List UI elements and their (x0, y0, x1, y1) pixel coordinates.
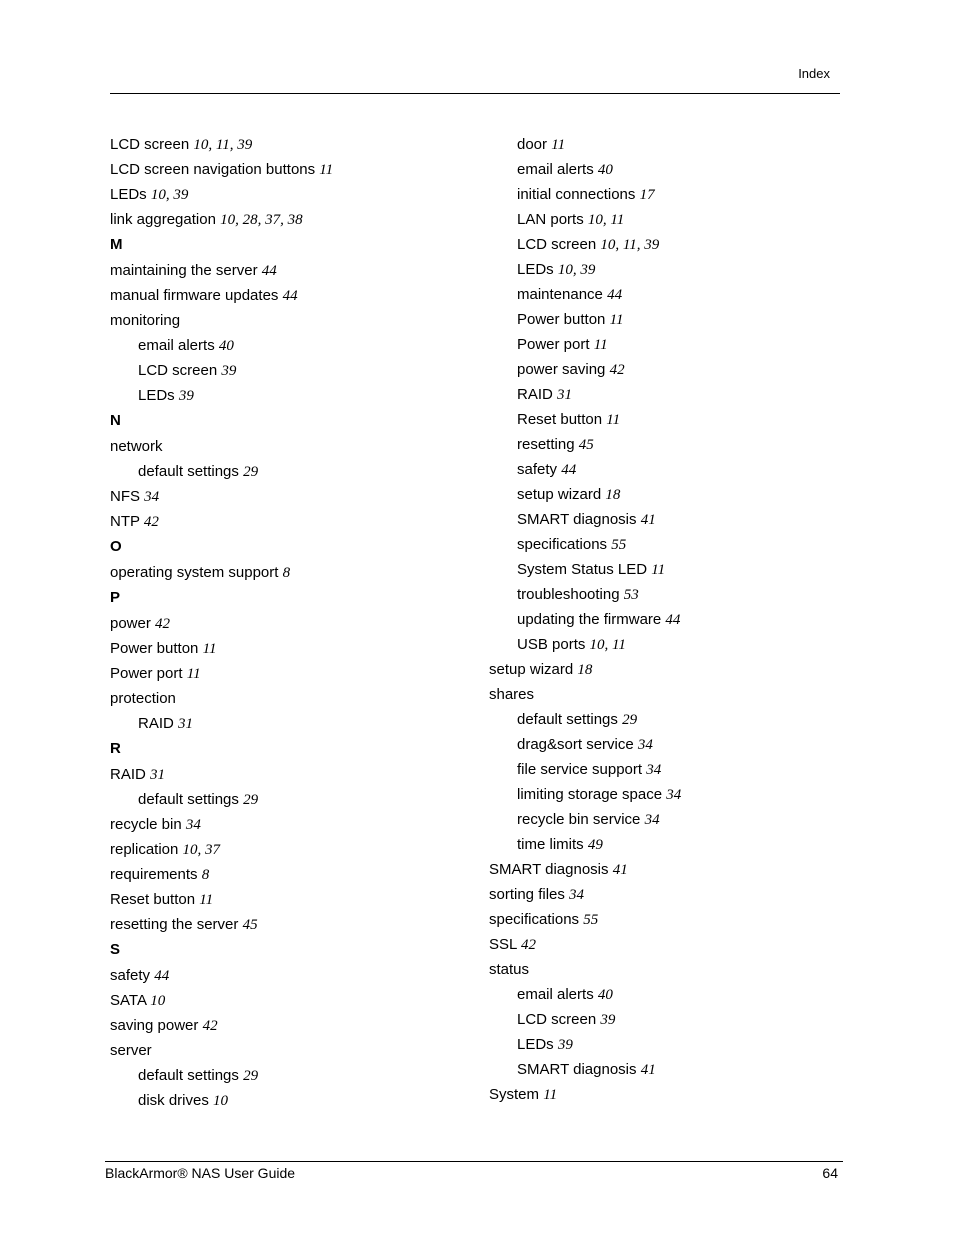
index-term: specifications (489, 911, 580, 928)
index-term: System (489, 1086, 540, 1103)
index-subentry (489, 834, 849, 859)
index-term: requirements (110, 866, 198, 883)
index-page-refs: 45 (578, 437, 594, 453)
index-page-refs: 42 (520, 937, 536, 953)
index-term: default settings (517, 711, 618, 728)
index-term: troubleshooting (517, 586, 620, 603)
index-page-refs: 41 (640, 512, 656, 528)
index-subentry (489, 284, 849, 309)
index-page-refs: 34 (569, 887, 585, 903)
index-page-refs: 44 (261, 263, 277, 279)
index-entry (489, 1084, 849, 1109)
index-subentry (489, 384, 849, 409)
index-subentry (489, 409, 849, 434)
index-term: O (110, 538, 122, 555)
index-term: replication (110, 841, 179, 858)
index-subentry (110, 335, 470, 360)
index-term: SMART diagnosis (517, 1061, 637, 1078)
index-page-refs: 40 (597, 987, 613, 1003)
index-term: monitoring (110, 312, 181, 329)
index-entry (110, 260, 470, 285)
index-page-refs: 10, 39 (557, 262, 596, 278)
index-subentry (110, 461, 470, 486)
header-rule (110, 93, 840, 94)
index-term: status (489, 961, 530, 978)
index-term: SMART diagnosis (517, 511, 637, 528)
index-page-refs: 8 (201, 867, 210, 883)
index-term: disk drives (138, 1092, 209, 1109)
index-subentry (489, 259, 849, 284)
index-page-refs: 45 (242, 917, 258, 933)
index-entry (110, 688, 470, 713)
index-entry (110, 310, 470, 335)
index-subentry (489, 184, 849, 209)
index-entry (110, 209, 470, 234)
index-term: Power button (110, 640, 199, 657)
index-subentry (489, 584, 849, 609)
index-page-refs: 42 (609, 362, 625, 378)
index-page-refs: 11 (186, 666, 201, 682)
index-term: resetting (517, 436, 575, 453)
index-term: LCD screen (517, 236, 597, 253)
index-subentry (489, 459, 849, 484)
index-subentry (489, 509, 849, 534)
index-page-refs: 42 (202, 1018, 218, 1034)
index-page-refs: 31 (150, 767, 166, 783)
index-subentry (489, 434, 849, 459)
index-page-refs: 39 (557, 1037, 573, 1053)
index-letter-heading (110, 738, 470, 764)
index-term: recycle bin service (517, 811, 641, 828)
index-entry (489, 859, 849, 884)
index-entry (110, 134, 470, 159)
index-page-refs: 11 (551, 137, 566, 153)
index-entry (110, 889, 470, 914)
running-header: Index (798, 66, 830, 81)
index-page-refs: 39 (221, 363, 237, 379)
index-term: sorting files (489, 886, 565, 903)
index-entry (489, 684, 849, 709)
index-page-refs: 41 (640, 1062, 656, 1078)
index-term: shares (489, 686, 535, 703)
index-page-refs: 10 (150, 993, 166, 1009)
index-page-refs: 11 (606, 412, 621, 428)
index-entry (110, 864, 470, 889)
index-letter-heading (110, 234, 470, 260)
index-term: drag&sort service (517, 736, 634, 753)
index-entry (110, 638, 470, 663)
index-subentry (489, 634, 849, 659)
index-subentry (110, 1065, 470, 1090)
index-page-refs: 11 (319, 162, 334, 178)
index-term: power (110, 615, 151, 632)
index-term: Power port (517, 336, 590, 353)
index-letter-heading (110, 939, 470, 965)
index-page-refs: 44 (154, 968, 170, 984)
index-subentry (110, 385, 470, 410)
index-entry (110, 613, 470, 638)
index-entry (489, 659, 849, 684)
index-term: Power button (517, 311, 606, 328)
index-term: recycle bin (110, 816, 182, 833)
index-term: Power port (110, 665, 183, 682)
index-subentry (489, 359, 849, 384)
index-page-refs: 11 (543, 1087, 558, 1103)
index-term: P (110, 589, 121, 606)
index-term: email alerts (138, 337, 215, 354)
index-page-refs: 53 (623, 587, 639, 603)
index-term: safety (110, 967, 151, 984)
index-page-refs: 34 (644, 812, 660, 828)
index-page-refs: 11 (593, 337, 608, 353)
index-term: LEDs (110, 186, 147, 203)
index-page-refs: 10, 11 (587, 212, 625, 228)
index-term: door (517, 136, 548, 153)
index-term: RAID (138, 715, 174, 732)
index-entry (110, 814, 470, 839)
index-subentry (489, 1009, 849, 1034)
index-term: manual firmware updates (110, 287, 279, 304)
index-entry (489, 909, 849, 934)
index-subentry (489, 759, 849, 784)
index-subentry (110, 360, 470, 385)
index-letter-heading (110, 536, 470, 562)
index-term: default settings (138, 463, 239, 480)
index-page-refs: 40 (218, 338, 234, 354)
index-term: Reset button (517, 411, 603, 428)
index-subentry (489, 709, 849, 734)
index-term: S (110, 941, 121, 958)
index-page-refs: 10, 11 (589, 637, 626, 653)
index-page-refs: 10, 11, 39 (600, 237, 660, 253)
index-column-left (110, 134, 470, 1115)
index-page-refs: 34 (637, 737, 653, 753)
index-term: LEDs (517, 1036, 554, 1053)
index-term: RAID (517, 386, 553, 403)
index-page-refs: 44 (282, 288, 298, 304)
index-term: maintaining the server (110, 262, 258, 279)
index-subentry (489, 809, 849, 834)
index-term: SATA (110, 992, 147, 1009)
index-page-refs: 34 (666, 787, 682, 803)
index-page-refs: 31 (557, 387, 573, 403)
index-subentry (489, 609, 849, 634)
index-subentry (489, 309, 849, 334)
index-entry (110, 914, 470, 939)
index-page-refs: 39 (600, 1012, 616, 1028)
index-page-refs: 34 (646, 762, 662, 778)
index-term: setup wizard (517, 486, 602, 503)
index-entry (110, 839, 470, 864)
index-subentry (489, 134, 849, 159)
index-entry (110, 764, 470, 789)
index-term: LCD screen (110, 136, 190, 153)
index-page-refs: 8 (282, 565, 291, 581)
index-page-refs: 49 (587, 837, 603, 853)
index-column-right (489, 134, 849, 1109)
index-subentry (489, 334, 849, 359)
index-term: M (110, 236, 123, 253)
index-page-refs: 40 (597, 162, 613, 178)
index-entry (110, 1040, 470, 1065)
index-term: safety (517, 461, 558, 478)
index-entry (110, 486, 470, 511)
index-term: NTP (110, 513, 140, 530)
index-subentry (489, 209, 849, 234)
index-page-refs: 44 (561, 462, 577, 478)
index-subentry (110, 789, 470, 814)
index-page-refs: 18 (577, 662, 593, 678)
index-term: USB ports (517, 636, 586, 653)
index-entry (110, 511, 470, 536)
index-term: resetting the server (110, 916, 239, 933)
index-page-refs: 29 (622, 712, 638, 728)
index-page-refs: 18 (605, 487, 621, 503)
index-term: Reset button (110, 891, 196, 908)
index-term: power saving (517, 361, 606, 378)
index-page-refs: 31 (178, 716, 194, 732)
index-term: email alerts (517, 986, 594, 1003)
footer-rule (105, 1161, 843, 1162)
index-entry (489, 959, 849, 984)
index-term: network (110, 438, 163, 455)
index-page-refs: 11 (651, 562, 666, 578)
index-subentry (489, 984, 849, 1009)
index-page-refs: 10, 28, 37, 38 (220, 212, 303, 228)
index-term: LCD screen (138, 362, 218, 379)
index-term: RAID (110, 766, 146, 783)
index-subentry (489, 534, 849, 559)
index-subentry (489, 734, 849, 759)
index-term: SSL (489, 936, 517, 953)
index-term: default settings (138, 1067, 239, 1084)
index-subentry (110, 713, 470, 738)
index-entry (110, 1015, 470, 1040)
index-page-refs: 34 (185, 817, 201, 833)
index-term: time limits (517, 836, 584, 853)
index-page-refs: 55 (583, 912, 599, 928)
index-page-refs: 17 (639, 187, 655, 203)
index-page-refs: 29 (243, 792, 259, 808)
index-term: server (110, 1042, 152, 1059)
index-page-refs: 10, 39 (150, 187, 189, 203)
index-entry (110, 159, 470, 184)
index-page-refs: 11 (199, 892, 214, 908)
index-page-refs: 10, 11, 39 (193, 137, 253, 153)
index-term: updating the firmware (517, 611, 662, 628)
index-term: protection (110, 690, 176, 707)
index-subentry (489, 159, 849, 184)
index-term: link aggregation (110, 211, 216, 228)
index-term: initial connections (517, 186, 636, 203)
index-page-refs: 29 (243, 1068, 259, 1084)
index-entry (110, 562, 470, 587)
index-subentry (110, 1090, 470, 1115)
index-term: System Status LED (517, 561, 648, 578)
index-term: LCD screen navigation buttons (110, 161, 316, 178)
index-term: default settings (138, 791, 239, 808)
index-term: LEDs (517, 261, 554, 278)
index-page-refs: 42 (143, 514, 159, 530)
index-term: NFS (110, 488, 140, 505)
index-term: file service support (517, 761, 643, 778)
index-page-refs: 10, 37 (182, 842, 221, 858)
index-entry (489, 934, 849, 959)
index-subentry (489, 234, 849, 259)
index-term: LAN ports (517, 211, 584, 228)
index-subentry (489, 559, 849, 584)
index-page-refs: 29 (243, 464, 259, 480)
index-entry (110, 184, 470, 209)
index-subentry (489, 1059, 849, 1084)
index-term: maintenance (517, 286, 603, 303)
index-term: LCD screen (517, 1011, 597, 1028)
index-subentry (489, 1034, 849, 1059)
index-term: limiting storage space (517, 786, 663, 803)
footer-page-number: 64 (822, 1165, 838, 1181)
footer-document-title: BlackArmor® NAS User Guide (105, 1165, 296, 1181)
index-page-refs: 34 (144, 489, 160, 505)
index-letter-heading (110, 587, 470, 613)
index-entry (110, 965, 470, 990)
index-page-refs: 39 (178, 388, 194, 404)
index-page-refs: 41 (612, 862, 628, 878)
index-term: LEDs (138, 387, 175, 404)
index-letter-heading (110, 410, 470, 436)
index-term: operating system support (110, 564, 279, 581)
index-entry (110, 436, 470, 461)
index-entry (110, 990, 470, 1015)
index-subentry (489, 784, 849, 809)
index-page-refs: 44 (607, 287, 623, 303)
index-term: email alerts (517, 161, 594, 178)
index-page-refs: 11 (609, 312, 624, 328)
index-term: SMART diagnosis (489, 861, 609, 878)
index-subentry (489, 484, 849, 509)
index-term: N (110, 412, 121, 429)
index-entry (110, 285, 470, 310)
index-page-refs: 11 (202, 641, 217, 657)
index-term: saving power (110, 1017, 199, 1034)
index-term: R (110, 740, 121, 757)
index-page-refs: 55 (611, 537, 627, 553)
index-page-refs: 10 (213, 1093, 229, 1109)
index-entry (110, 663, 470, 688)
index-page-refs: 42 (155, 616, 171, 632)
index-entry (489, 884, 849, 909)
index-page-refs: 44 (665, 612, 681, 628)
index-term: setup wizard (489, 661, 574, 678)
index-term: specifications (517, 536, 608, 553)
